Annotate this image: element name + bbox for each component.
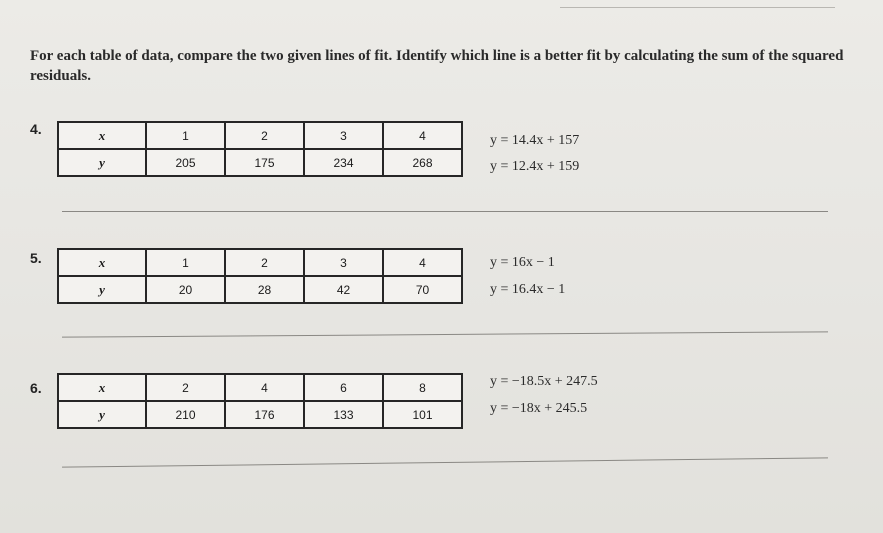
x-cell: 4 [383,122,462,149]
y-row [58,149,462,176]
x-cell: 2 [225,249,304,276]
y-row [58,401,462,428]
x-cell: 1 [146,122,225,149]
x-header: x [58,249,146,276]
y-cell: 101 [383,401,462,428]
y-cell: 234 [304,149,383,176]
y-cell: 175 [225,149,304,176]
x-row [58,249,462,276]
x-row [58,122,462,149]
top-divider [560,7,835,8]
y-cell: 205 [146,149,225,176]
x-cell: 3 [304,122,383,149]
x-cell: 8 [383,374,462,401]
data-table [57,248,463,304]
y-cell: 210 [146,401,225,428]
line-of-fit-a: y = 14.4x + 157 [490,133,580,148]
answer-line [62,457,828,467]
problem-number: 5. [30,250,42,266]
line-of-fit-a: y = −18.5x + 247.5 [490,374,598,389]
line-of-fit-a: y = 16x − 1 [490,255,555,270]
line-of-fit-b: y = 16.4x − 1 [490,282,566,297]
x-cell: 1 [146,249,225,276]
answer-line [62,211,828,212]
x-cell: 3 [304,249,383,276]
y-cell: 176 [225,401,304,428]
answer-line [62,331,828,337]
y-header: y [58,149,146,176]
x-cell: 2 [225,122,304,149]
x-cell: 4 [225,374,304,401]
x-cell: 2 [146,374,225,401]
x-cell: 4 [383,249,462,276]
instructions-text: For each table of data, compare the two given lines of fit. Identify which line is a better fit by calculating the sum of the squared residuals. [30,48,844,84]
y-cell: 28 [225,276,304,303]
y-cell: 268 [383,149,462,176]
x-header: x [58,374,146,401]
data-table [57,121,463,177]
line-of-fit-b: y = 12.4x + 159 [490,159,580,174]
y-header: y [58,276,146,303]
problem-number: 6. [30,380,42,396]
x-cell: 6 [304,374,383,401]
x-header: x [58,122,146,149]
data-table [57,373,463,429]
problem-number: 4. [30,121,42,137]
y-cell: 70 [383,276,462,303]
x-row [58,374,462,401]
line-of-fit-b: y = −18x + 245.5 [490,401,588,416]
y-row [58,276,462,303]
y-cell: 20 [146,276,225,303]
y-cell: 133 [304,401,383,428]
y-cell: 42 [304,276,383,303]
y-header: y [58,401,146,428]
